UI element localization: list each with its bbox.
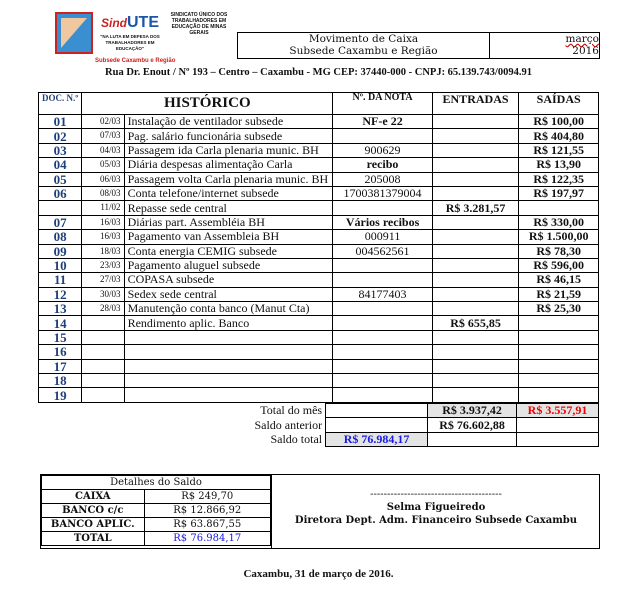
row-description <box>124 345 333 359</box>
table-row <box>39 330 599 344</box>
row-doc: 05 <box>39 172 82 186</box>
details-label: TOTAL <box>42 532 145 546</box>
details-row <box>42 518 271 532</box>
row-saida <box>519 201 599 215</box>
saldo-anterior-label: Saldo anterior <box>254 417 323 432</box>
row-description: Rendimento aplic. Banco <box>124 316 333 330</box>
row-entrada <box>432 287 519 301</box>
row-doc: 02 <box>39 129 82 143</box>
row-nota: 84177403 <box>333 287 432 301</box>
table-row <box>39 302 599 316</box>
col-historico: HISTÓRICO <box>82 93 333 115</box>
row-entrada <box>432 143 519 157</box>
row-doc: 16 <box>39 345 82 359</box>
row-nota: 1700381379004 <box>333 186 432 200</box>
row-date: 18/03 <box>82 244 124 258</box>
row-saida: R$ 596,00 <box>519 258 599 272</box>
table-row <box>39 244 599 258</box>
row-nota <box>333 316 432 330</box>
logo-motto: "NA LUTA EM DEFESA DOS TRABALHADORES EM EDUCAÇÃO" <box>100 34 160 51</box>
balance-details <box>41 475 271 546</box>
details-row <box>42 532 271 546</box>
details-title: Detalhes do Saldo <box>42 476 271 490</box>
row-entrada <box>432 345 519 359</box>
row-saida <box>519 316 599 330</box>
saldo-total-value: R$ 76.984,17 <box>326 432 428 446</box>
row-saida <box>519 388 599 402</box>
table-row <box>39 345 599 359</box>
row-description: Passagem volta Carla plenaria munic. BH <box>124 172 333 186</box>
row-saida: R$ 330,00 <box>519 215 599 229</box>
sindute-logo <box>55 10 235 66</box>
row-doc: 18 <box>39 374 82 388</box>
row-doc <box>39 201 82 215</box>
row-nota: 900629 <box>333 143 432 157</box>
saldo-anterior-value: R$ 76.602,88 <box>428 418 517 432</box>
row-description: Conta telefone/internet subsede <box>124 186 333 200</box>
totals-table <box>38 403 599 447</box>
row-description: Pag. salário funcionária subsede <box>124 129 333 143</box>
row-entrada <box>432 172 519 186</box>
title-line1: Movimento de Caixa <box>308 33 419 45</box>
row-description: Instalação de ventilador subsede <box>124 115 333 129</box>
row-saida: R$ 13,90 <box>519 158 599 172</box>
details-value: R$ 12.866,92 <box>144 504 270 518</box>
total-mes-saidas: R$ 3.557,91 <box>517 404 599 418</box>
row-description: Pagamento van Assembleia BH <box>124 230 333 244</box>
row-doc: 17 <box>39 359 82 373</box>
table-row <box>39 129 599 143</box>
details-value: R$ 76.984,17 <box>144 532 270 546</box>
table-row <box>39 215 599 229</box>
row-saida: R$ 404,80 <box>519 129 599 143</box>
month: março <box>565 33 599 45</box>
details-value: R$ 63.867,55 <box>144 518 270 532</box>
row-entrada <box>432 374 519 388</box>
logo-emblem-icon <box>55 12 93 54</box>
row-date <box>82 345 124 359</box>
row-nota: NF-e 22 <box>333 115 432 129</box>
row-description: Diária despesas alimentação Carla <box>124 158 333 172</box>
signature-name: Selma Figueiredo <box>386 502 486 513</box>
row-nota: recibo <box>333 158 432 172</box>
address: Rua Dr. Enout / Nº 193 – Centro – Caxambu - MG CEP: 37440-000 - CNPJ: 65.139.743/0094.91 <box>105 67 532 78</box>
footer-box <box>40 474 600 549</box>
total-mes-label: Total do mês <box>260 403 323 418</box>
table-row <box>39 172 599 186</box>
row-doc: 14 <box>39 316 82 330</box>
row-description <box>124 374 333 388</box>
table-row <box>39 158 599 172</box>
title-line2: Subsede Caxambu e Região <box>289 45 438 57</box>
row-entrada <box>432 330 519 344</box>
row-entrada: R$ 655,85 <box>432 316 519 330</box>
row-entrada <box>432 158 519 172</box>
signature-line: --------------------------------------- <box>370 489 502 500</box>
cash-movement-table <box>38 92 599 403</box>
row-nota <box>333 330 432 344</box>
row-date: 02/03 <box>82 115 124 129</box>
row-description <box>124 330 333 344</box>
table-row <box>39 388 599 402</box>
row-entrada <box>432 388 519 402</box>
row-date: 06/03 <box>82 172 124 186</box>
table-row <box>39 359 599 373</box>
row-entrada <box>432 186 519 200</box>
row-doc: 12 <box>39 287 82 301</box>
details-label: BANCO APLIC. <box>42 518 145 532</box>
row-doc: 13 <box>39 302 82 316</box>
row-description: Manutenção conta banco (Manut Cta) <box>124 302 333 316</box>
row-entrada <box>432 302 519 316</box>
row-nota: 000911 <box>333 230 432 244</box>
row-date <box>82 359 124 373</box>
row-entrada: R$ 3.281,57 <box>432 201 519 215</box>
row-description <box>124 388 333 402</box>
row-date <box>82 316 124 330</box>
row-entrada <box>432 129 519 143</box>
col-nota: Nº. DA NOTA <box>333 93 432 115</box>
row-date: 08/03 <box>82 186 124 200</box>
col-entradas: ENTRADAS <box>432 93 519 115</box>
row-nota <box>333 388 432 402</box>
logo-brand: SindUTE <box>101 14 159 31</box>
row-description: Pagamento aluguel subsede <box>124 258 333 272</box>
table-row <box>39 201 599 215</box>
row-date: 16/03 <box>82 215 124 229</box>
saldo-total-label: Saldo total <box>270 431 323 446</box>
row-doc: 03 <box>39 143 82 157</box>
row-date <box>82 388 124 402</box>
details-row <box>42 490 271 504</box>
table-row <box>39 258 599 272</box>
table-row <box>39 316 599 330</box>
row-nota <box>333 273 432 287</box>
row-nota <box>333 258 432 272</box>
table-row <box>39 287 599 301</box>
row-doc: 08 <box>39 230 82 244</box>
row-date: 28/03 <box>82 302 124 316</box>
row-doc: 19 <box>39 388 82 402</box>
row-saida: R$ 1.500,00 <box>519 230 599 244</box>
details-value: R$ 249,70 <box>144 490 270 504</box>
header-box <box>237 32 600 59</box>
row-saida <box>519 345 599 359</box>
row-doc: 01 <box>39 115 82 129</box>
row-saida: R$ 100,00 <box>519 115 599 129</box>
date-line: Caxambu, 31 de março de 2016. <box>243 568 394 580</box>
row-saida <box>519 374 599 388</box>
row-saida <box>519 359 599 373</box>
row-nota <box>333 201 432 215</box>
row-doc: 11 <box>39 273 82 287</box>
table-row <box>39 115 599 129</box>
row-date: 11/02 <box>82 201 124 215</box>
signature-block <box>271 475 600 548</box>
row-description: Passagem ida Carla plenaria munic. BH <box>124 143 333 157</box>
row-doc: 07 <box>39 215 82 229</box>
row-saida: R$ 25,30 <box>519 302 599 316</box>
row-nota: Vários recibos <box>333 215 432 229</box>
row-date <box>82 374 124 388</box>
row-entrada <box>432 244 519 258</box>
row-nota <box>333 359 432 373</box>
row-doc: 10 <box>39 258 82 272</box>
row-doc: 15 <box>39 330 82 344</box>
row-description: Diárias part. Assembléia BH <box>124 215 333 229</box>
row-date: 23/03 <box>82 258 124 272</box>
signature-role: Diretora Dept. Adm. Financeiro Subsede Caxambu <box>294 515 578 526</box>
row-date: 04/03 <box>82 143 124 157</box>
col-saidas: SAÍDAS <box>519 93 599 115</box>
details-row <box>42 504 271 518</box>
table-row <box>39 186 599 200</box>
logo-org: SINDICATO ÚNICO DOS TRABALHADORES EM EDUCAÇÃO DE MINAS GERAIS <box>170 12 228 36</box>
year: 2016 <box>572 45 599 57</box>
details-label: CAIXA <box>42 490 145 504</box>
row-date <box>82 330 124 344</box>
table-row <box>39 374 599 388</box>
row-entrada <box>432 215 519 229</box>
row-date: 05/03 <box>82 158 124 172</box>
row-nota: 205008 <box>333 172 432 186</box>
row-nota <box>333 374 432 388</box>
row-description: Conta energia CEMIG subsede <box>124 244 333 258</box>
row-doc: 09 <box>39 244 82 258</box>
row-doc: 06 <box>39 186 82 200</box>
row-date: 07/03 <box>82 129 124 143</box>
row-entrada <box>432 359 519 373</box>
table-row <box>39 143 599 157</box>
row-entrada <box>432 230 519 244</box>
row-saida: R$ 21,59 <box>519 287 599 301</box>
row-doc: 04 <box>39 158 82 172</box>
row-date: 16/03 <box>82 230 124 244</box>
row-saida: R$ 197,97 <box>519 186 599 200</box>
row-saida: R$ 78,30 <box>519 244 599 258</box>
row-entrada <box>432 258 519 272</box>
details-label: BANCO c/c <box>42 504 145 518</box>
row-date: 27/03 <box>82 273 124 287</box>
row-date: 30/03 <box>82 287 124 301</box>
logo-sub: Subsede Caxambu e Região <box>95 58 176 64</box>
table-row <box>39 230 599 244</box>
row-description: Repasse sede central <box>124 201 333 215</box>
col-doc: DOC. N.º <box>39 93 82 115</box>
row-saida: R$ 121,55 <box>519 143 599 157</box>
table-row <box>39 273 599 287</box>
row-nota <box>333 302 432 316</box>
row-nota: 004562561 <box>333 244 432 258</box>
row-description <box>124 359 333 373</box>
row-entrada <box>432 115 519 129</box>
row-description: COPASA subsede <box>124 273 333 287</box>
row-saida: R$ 46,15 <box>519 273 599 287</box>
row-entrada <box>432 273 519 287</box>
total-mes-entradas: R$ 3.937,42 <box>428 404 517 418</box>
row-nota <box>333 345 432 359</box>
row-nota <box>333 129 432 143</box>
row-saida: R$ 122,35 <box>519 172 599 186</box>
row-saida <box>519 330 599 344</box>
row-description: Sedex sede central <box>124 287 333 301</box>
